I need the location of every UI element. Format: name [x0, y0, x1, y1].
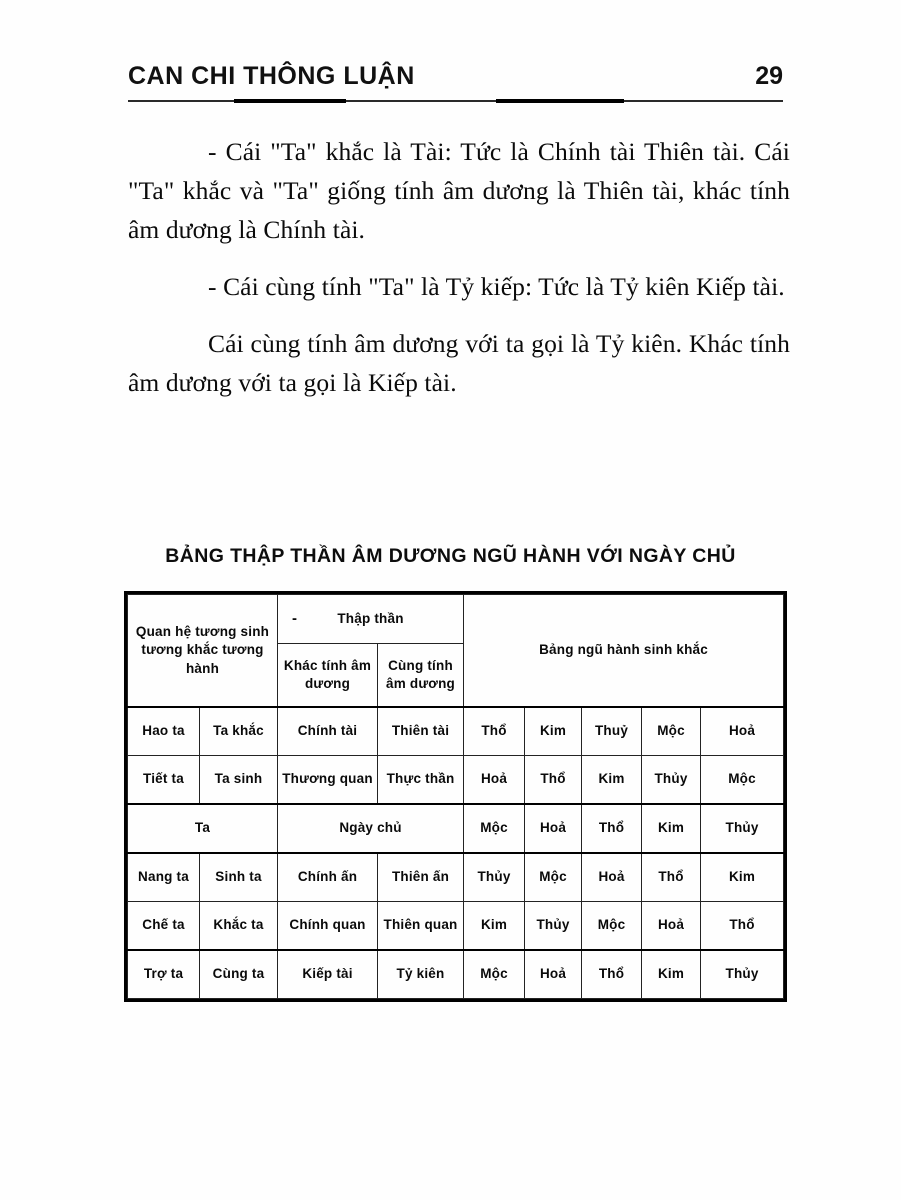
- cell-relation-b: Sinh ta: [200, 853, 278, 902]
- header-relation: Quan hệ tương sinh tương khắc tương hành: [128, 595, 278, 708]
- cell-relation-a: Trợ ta: [128, 950, 200, 999]
- page-number: 29: [755, 62, 783, 90]
- cell-element: Thủy: [642, 756, 701, 805]
- cell-element: Kim: [701, 853, 784, 902]
- cell-khac-tinh: Chính ấn: [278, 853, 378, 902]
- cell-relation-b: Ta khắc: [200, 707, 278, 756]
- cell-element: Mộc: [582, 902, 642, 951]
- cell-element: Kim: [525, 707, 582, 756]
- body-text: [128, 132, 790, 420]
- header-thap-than-label: Thập thần: [337, 610, 404, 626]
- table-row: [128, 804, 784, 853]
- cell-khac-tinh: Thương quan: [278, 756, 378, 805]
- cell-khac-tinh: Chính tài: [278, 707, 378, 756]
- cell-element: Hoả: [701, 707, 784, 756]
- cell-element: Kim: [642, 950, 701, 999]
- cell-element: Thổ: [464, 707, 525, 756]
- header-khac-tinh: Khác tính âm dương: [278, 644, 378, 708]
- cell-relation-b: Ta sinh: [200, 756, 278, 805]
- header-dash: -: [292, 609, 298, 627]
- cell-cung-tinh: Thực thần: [378, 756, 464, 805]
- paragraph-2: - Cái cùng tính "Ta" là Tỷ kiếp: Tức là Tỷ kiên Kiếp tài.: [208, 272, 785, 301]
- cell-element: Thổ: [701, 902, 784, 951]
- cell-ta: Ta: [128, 804, 278, 853]
- table-row: [128, 902, 784, 951]
- cell-khac-tinh: Chính quan: [278, 902, 378, 951]
- cell-element: Thổ: [642, 853, 701, 902]
- cell-relation-a: Chế ta: [128, 902, 200, 951]
- cell-element: Hoả: [582, 853, 642, 902]
- cell-cung-tinh: Thiên quan: [378, 902, 464, 951]
- table-row: [128, 853, 784, 902]
- cell-cung-tinh: Thiên ấn: [378, 853, 464, 902]
- cell-element: Hoả: [525, 804, 582, 853]
- cell-element: Kim: [464, 902, 525, 951]
- cell-element: Kim: [642, 804, 701, 853]
- header-ngu-hanh: Bảng ngũ hành sinh khắc: [464, 595, 784, 708]
- cell-element: Thủy: [701, 804, 784, 853]
- header-thap-than: [278, 595, 464, 644]
- cell-element: Thủy: [464, 853, 525, 902]
- cell-element: Mộc: [525, 853, 582, 902]
- table-row: [128, 950, 784, 999]
- page-title: CAN CHI THÔNG LUẬN: [128, 62, 415, 90]
- cell-element: Mộc: [642, 707, 701, 756]
- cell-cung-tinh: Thiên tài: [378, 707, 464, 756]
- cell-element: Hoả: [642, 902, 701, 951]
- cell-element: Thủy: [701, 950, 784, 999]
- cell-element: Hoả: [525, 950, 582, 999]
- paragraph-3: Cái cùng tính âm dương với ta gọi là Tỷ kiên. Khác tính âm dương với ta gọi là Kiếp tài.: [128, 329, 790, 397]
- running-head: [128, 62, 783, 91]
- cell-element: Mộc: [464, 950, 525, 999]
- cell-element: Hoả: [464, 756, 525, 805]
- header-cung-tinh: Cùng tính âm dương: [378, 644, 464, 708]
- cell-khac-tinh: Kiếp tài: [278, 950, 378, 999]
- cell-element: Thổ: [582, 804, 642, 853]
- cell-element: Mộc: [701, 756, 784, 805]
- cell-relation-a: Tiết ta: [128, 756, 200, 805]
- cell-element: Thuỷ: [582, 707, 642, 756]
- cell-ngay-chu: Ngày chủ: [278, 804, 464, 853]
- paragraph-1: - Cái "Ta" khắc là Tài: Tức là Chính tài Thiên tài. Cái "Ta" khắc và "Ta" giống tính âm dương là Thiên tài, khác tính âm dương là Chính tài.: [128, 137, 790, 244]
- cell-element: Thổ: [582, 950, 642, 999]
- table-caption: BẢNG THẬP THẦN ÂM DƯƠNG NGŨ HÀNH VỚI NGÀY CHỦ: [165, 545, 736, 567]
- header-divider: [128, 100, 783, 102]
- cell-relation-b: Cùng ta: [200, 950, 278, 999]
- cell-relation-a: Hao ta: [128, 707, 200, 756]
- cell-element: Thủy: [525, 902, 582, 951]
- table-row: [128, 756, 784, 805]
- table-row: [128, 707, 784, 756]
- cell-relation-a: Nang ta: [128, 853, 200, 902]
- cell-cung-tinh: Tỷ kiên: [378, 950, 464, 999]
- table-header-row-1: [128, 595, 784, 644]
- cell-element: Mộc: [464, 804, 525, 853]
- cell-element: Kim: [582, 756, 642, 805]
- cell-element: Thổ: [525, 756, 582, 805]
- thap-than-table: [127, 594, 784, 999]
- cell-relation-b: Khắc ta: [200, 902, 278, 951]
